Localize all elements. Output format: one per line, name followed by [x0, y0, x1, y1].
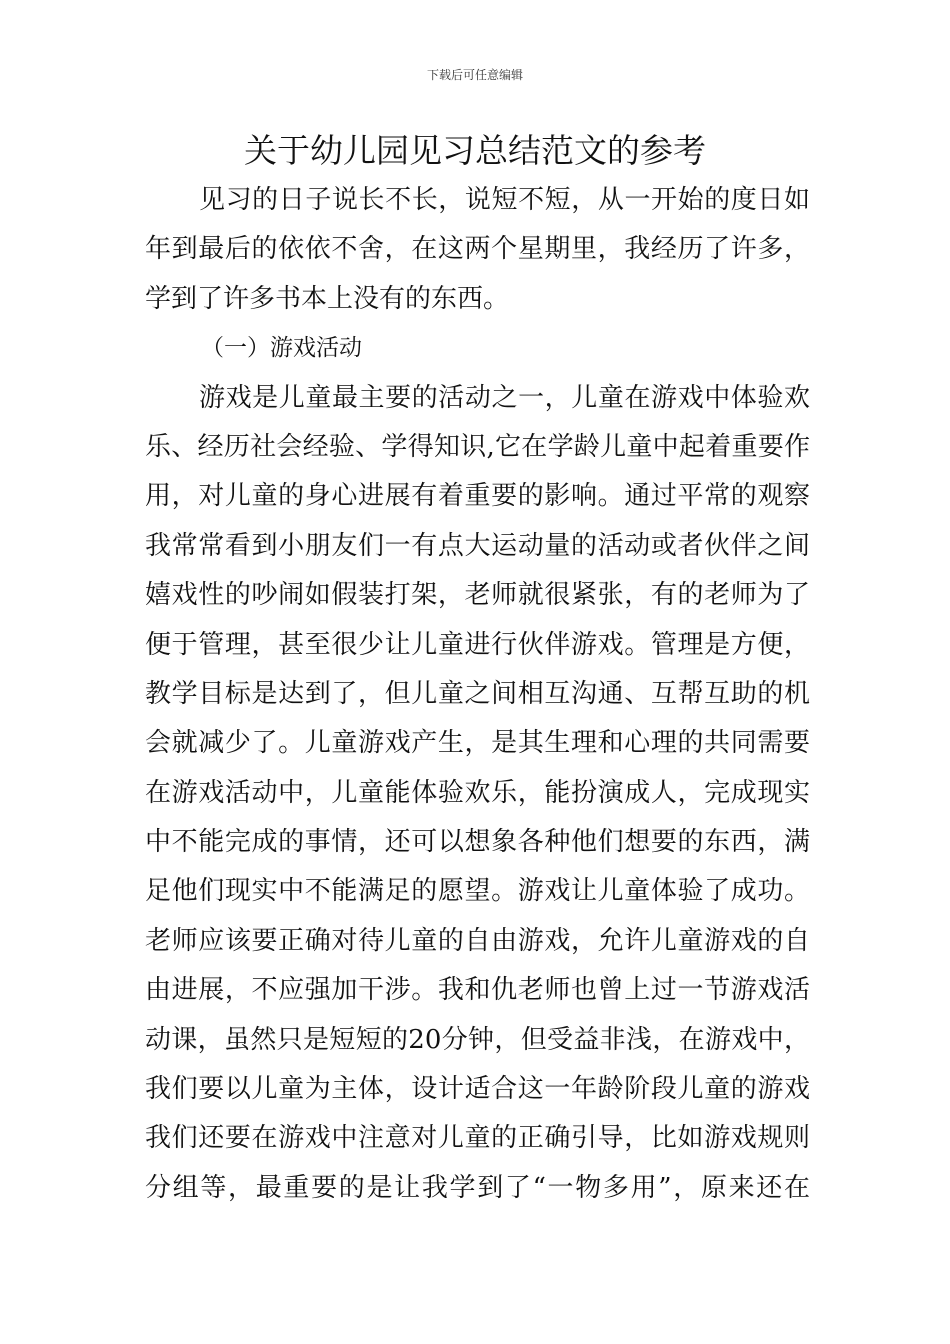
paragraph-line: 学到了许多书本上没有的东西。: [145, 283, 510, 314]
paragraph-line: 由进展，不应强加干涉。我和仇老师也曾上过一节游戏活: [145, 975, 810, 1006]
paragraph-line: 足他们现实中不能满足的愿望。游戏让儿童体验了成功。: [145, 876, 810, 907]
document-title: 关于幼儿园见习总结范文的参考: [244, 131, 706, 170]
paragraph-line: 嬉戏性的吵闹如假装打架，老师就很紧张，有的老师为了: [145, 580, 810, 611]
paragraph-line: 中不能完成的事情，还可以想象各种他们想要的东西，满: [145, 827, 810, 858]
paragraph-line: 年到最后的依依不舍，在这两个星期里，我经历了许多，: [145, 234, 810, 265]
section-heading: （一）游戏活动: [201, 335, 362, 362]
paragraph-line: 教学目标是达到了，但儿童之间相互沟通、互帮互助的机: [145, 678, 810, 709]
paragraph-line: 游戏是儿童最主要的活动之一，儿童在游戏中体验欢: [199, 382, 810, 413]
paragraph-line: 我们要以儿童为主体，设计适合这一年龄阶段儿童的游戏: [145, 1074, 810, 1105]
page-header-note: 下载后可任意编辑: [426, 68, 523, 82]
paragraph-line: 我们还要在游戏中注意对儿童的正确引导，比如游戏规则: [145, 1123, 810, 1154]
paragraph-line: 便于管理，甚至很少让儿童进行伙伴游戏。管理是方便，: [145, 629, 810, 660]
paragraph-line: 动课，虽然只是短短的20分钟，但受益非浅，在游戏中，: [145, 1024, 810, 1055]
paragraph-line: 见习的日子说长不长，说短不短，从一开始的度日如: [199, 185, 810, 215]
paragraph-line: 用，对儿童的身心进展有着重要的影响。通过平常的观察: [145, 481, 810, 512]
document-body: [145, 176, 810, 1213]
paragraph-line: 分组等，最重要的是让我学到了“一物多用”，原来还在: [145, 1172, 810, 1203]
paragraph-line: 在游戏活动中，儿童能体验欢乐，能扮演成人，完成现实: [145, 777, 810, 808]
paragraph-line: 我常常看到小朋友们一有点大运动量的活动或者伙伴之间: [145, 530, 810, 561]
paragraph-line: 会就减少了。儿童游戏产生，是其生理和心理的共同需要: [145, 728, 810, 759]
paragraph-line: 乐、经历社会经验、学得知识,它在学龄儿童中起着重要作: [145, 431, 810, 462]
paragraph-line: 老师应该要正确对待儿童的自由游戏，允许儿童游戏的自: [145, 925, 810, 956]
